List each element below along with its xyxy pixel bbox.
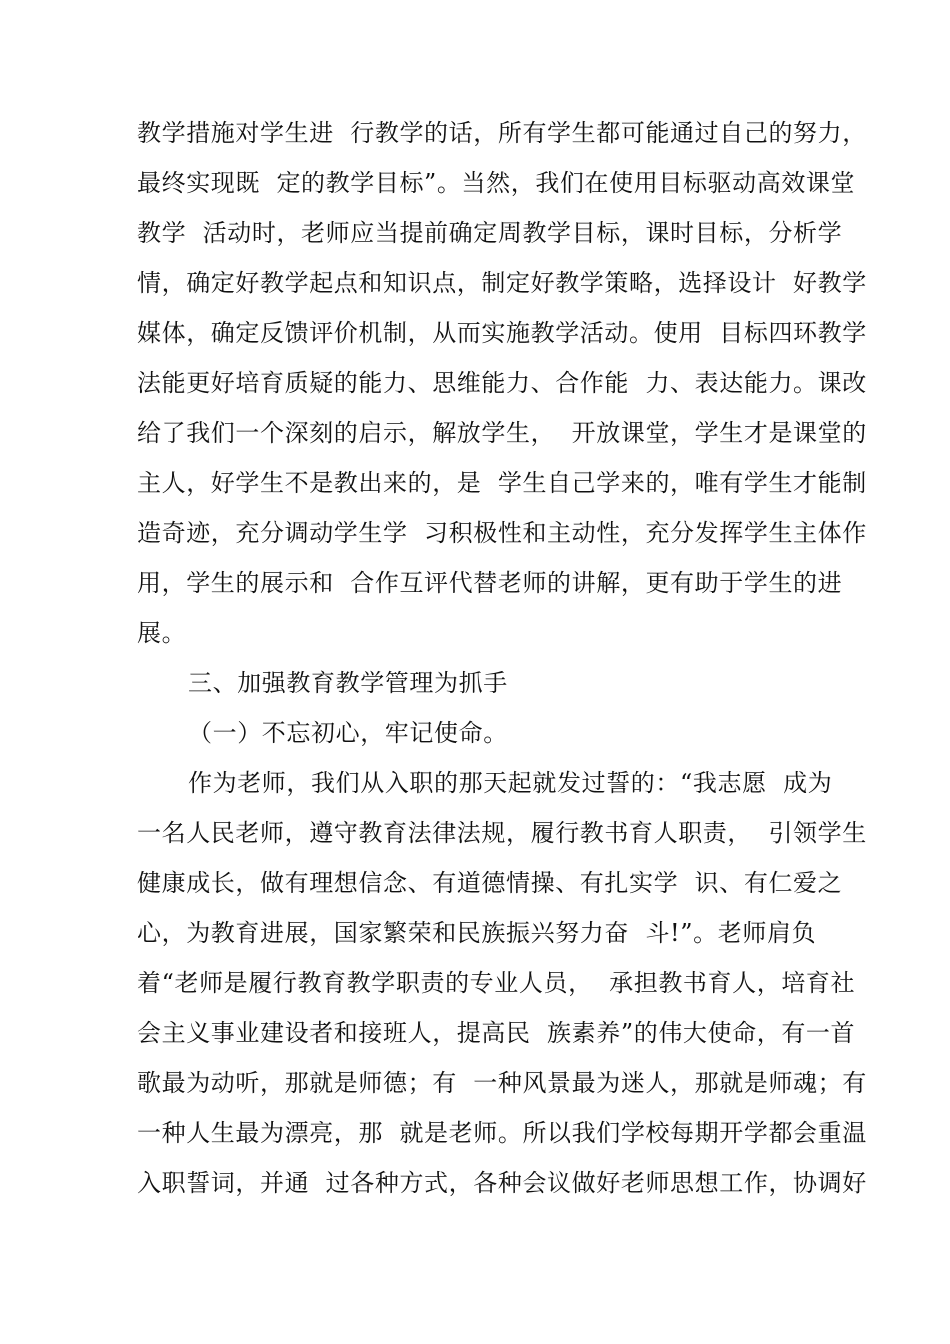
text-line: 歌最为动听，那就是师德；有 一种风景最为迷人，那就是师魂；有 xyxy=(137,1069,867,1097)
text-line: 教学 活动时，老师应当提前确定周教学目标，课时目标，分析学 xyxy=(137,219,843,247)
subsection-heading: （一）不忘初心，牢记使命。 xyxy=(188,719,508,747)
text-line: 作为老师，我们从入职的那天起就发过誓的：“我志愿 成为 xyxy=(188,769,833,797)
text-line: 情，确定好教学起点和知识点，制定好教学策略，选择设计 好教学 xyxy=(137,269,867,297)
text-line: 入职誓词，并通 过各种方式，各种会议做好老师思想工作，协调好 xyxy=(137,1169,867,1197)
text-line: 用，学生的展示和 合作互评代替老师的讲解，更有助于学生的进 xyxy=(137,569,843,597)
text-line: 最终实现既 定的教学目标”。当然，我们在使用目标驱动高效课堂 xyxy=(137,169,856,197)
text-line: 媒体，确定反馈评价机制，从而实施教学活动。使用 目标四环教学 xyxy=(137,319,867,347)
section-heading: 三、加强教育教学管理为抓手 xyxy=(188,669,508,697)
text-line: 展。 xyxy=(137,619,187,647)
text-line: 给了我们一个深刻的启示，解放学生， 开放课堂，学生才是课堂的 xyxy=(137,419,867,447)
text-line: 心，为教育进展，国家繁荣和民族振兴努力奋 斗!”。老师肩负 xyxy=(137,919,817,947)
text-line: 造奇迹，充分调动学生学 习积极性和主动性，充分发挥学生主体作 xyxy=(137,519,867,547)
text-line: 健康成长，做有理想信念、有道德情操、有扎实学 识、有仁爱之 xyxy=(137,869,843,897)
text-line: 法能更好培育质疑的能力、思维能力、合作能 力、表达能力。课改 xyxy=(137,369,867,397)
text-line: 一名人民老师，遵守教育法律法规，履行教书育人职责， 引领学生 xyxy=(137,819,867,847)
text-line: 教学措施对学生进 行教学的话，所有学生都可能通过自己的努力， xyxy=(137,119,867,147)
text-line: 着“老师是履行教育教学职责的专业人员， 承担教书育人，培育社 xyxy=(137,969,856,997)
text-line: 一种人生最为漂亮，那 就是老师。所以我们学校每期开学都会重温 xyxy=(137,1119,867,1147)
text-line: 主人，好学生不是教出来的，是 学生自己学来的，唯有学生才能制 xyxy=(137,469,867,497)
text-line: 会主义事业建设者和接班人，提高民 族素养”的伟大使命，有一首 xyxy=(137,1019,856,1047)
